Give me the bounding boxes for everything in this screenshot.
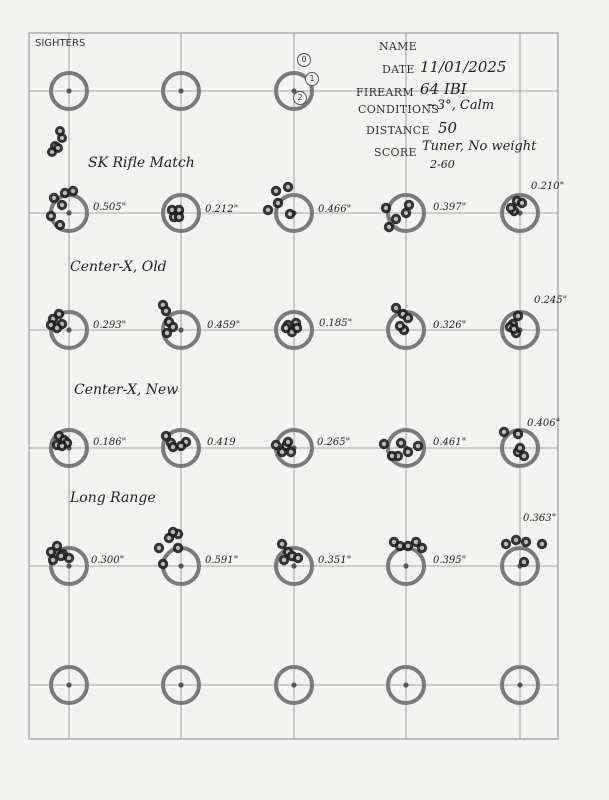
bullet-hole-center [420, 546, 424, 550]
bullseye-center [178, 88, 183, 93]
row-label-3: Center-X, New [74, 382, 179, 398]
bullet-hole-center [524, 540, 528, 544]
bullet-hole-center [282, 558, 286, 562]
sighter-number-0: 0 [297, 53, 311, 67]
group-size: 0.363" [523, 513, 557, 524]
group-size: 0.351" [318, 555, 352, 566]
bullet-hole-center [55, 544, 59, 548]
bullet-hole-center [51, 558, 55, 562]
bullseye-center [403, 563, 408, 568]
score-label: SCORE [374, 146, 417, 159]
bullet-hole-center [406, 316, 410, 320]
bullet-hole-center [274, 443, 278, 447]
bullet-hole-center [406, 450, 410, 454]
group-size: 0.293" [93, 320, 127, 331]
bullet-hole-center [177, 215, 181, 219]
bullet-hole-center [512, 327, 516, 331]
bullet-hole-center [179, 444, 183, 448]
bullet-hole-center [67, 556, 71, 560]
firearm-label: FIREARM [356, 86, 414, 99]
score-value-line1: Tuner, No weight [422, 139, 537, 154]
row-label-2: Center-X, Old [70, 259, 167, 275]
bullet-hole-center [164, 309, 168, 313]
bullseye-center [66, 682, 71, 687]
group-size: 0.406" [527, 418, 561, 429]
bullet-hole-center [289, 450, 293, 454]
bullet-hole-center [274, 189, 278, 193]
bullet-hole-center [59, 554, 63, 558]
bullet-hole-center [509, 206, 513, 210]
bullet-hole-center [57, 312, 61, 316]
bullet-hole-center [157, 546, 161, 550]
bullet-hole-center [280, 450, 284, 454]
row-label-4: Long Range [70, 490, 156, 506]
bullet-hole-center [296, 556, 300, 560]
bullet-hole-center [171, 445, 175, 449]
name-label: NAME [379, 40, 418, 53]
sighter-hole-center [60, 136, 64, 140]
sighter-hole-center [56, 146, 60, 150]
bullet-hole-center [171, 325, 175, 329]
bullet-hole-center [514, 538, 518, 542]
group-size: 0.419 [207, 437, 236, 448]
date-value: 11/01/2025 [420, 58, 507, 76]
score-value-line2: 2-60 [430, 158, 455, 171]
bullet-hole-center [384, 206, 388, 210]
bullet-hole-center [394, 217, 398, 221]
group-size: 0.395" [433, 555, 467, 566]
group-size: 0.186" [93, 437, 127, 448]
conditions-value: ~3°, Calm [426, 98, 495, 113]
bullet-hole-center [406, 544, 410, 548]
group-size: 0.326" [433, 320, 467, 331]
bullseye-center [403, 682, 408, 687]
distance-value: 50 [438, 119, 458, 137]
bullet-hole-center [516, 314, 520, 318]
sighter-number-1: 1 [305, 72, 319, 86]
bullseye-center [66, 88, 71, 93]
group-size: 0.397" [433, 202, 467, 213]
bullet-hole-center [502, 430, 506, 434]
sighter-hole-center [50, 150, 54, 154]
bullet-hole-center [165, 331, 169, 335]
bullseye-center [178, 682, 183, 687]
bullet-hole-center [416, 444, 420, 448]
group-size: 0.591" [205, 555, 239, 566]
bullet-hole-center [522, 454, 526, 458]
bullet-hole-center [407, 203, 411, 207]
bullet-hole-center [52, 196, 56, 200]
bullet-hole-center [394, 306, 398, 310]
bullet-hole-center [414, 540, 418, 544]
firearm-value: 64 IBI [420, 80, 467, 98]
bullet-hole-center [382, 442, 386, 446]
group-size: 0.459" [207, 320, 241, 331]
bullet-hole-center [164, 434, 168, 438]
bullet-hole-center [284, 326, 288, 330]
bullet-hole-center [540, 542, 544, 546]
sighter-hole-center [58, 129, 62, 133]
bullet-hole-center [516, 432, 520, 436]
bullet-hole-center [176, 546, 180, 550]
group-size: 0.212" [205, 204, 239, 215]
row-label-1: SK Rifle Match [88, 155, 195, 171]
group-size: 0.265" [317, 437, 351, 448]
bullseye-center [66, 563, 71, 568]
bullet-hole-center [520, 201, 524, 205]
bullet-hole-center [280, 542, 284, 546]
bullet-hole-center [170, 208, 174, 212]
bullet-hole-center [49, 214, 53, 218]
bullseye-center [291, 682, 296, 687]
distance-label: DISTANCE [366, 124, 430, 137]
bullseye-center [66, 210, 71, 215]
bullet-hole-center [177, 208, 181, 212]
group-size: 0.505" [93, 202, 127, 213]
bullet-hole-center [522, 560, 526, 564]
bullet-hole-center [63, 191, 67, 195]
bullet-hole-center [49, 550, 53, 554]
bullet-hole-center [266, 208, 270, 212]
bullet-hole-center [288, 212, 292, 216]
date-label: DATE [382, 63, 415, 76]
bullet-hole-center [55, 326, 59, 330]
group-size: 0.210" [531, 181, 565, 192]
group-size: 0.300" [91, 555, 125, 566]
bullet-hole-center [398, 544, 402, 548]
bullet-hole-center [60, 444, 64, 448]
bullet-hole-center [276, 201, 280, 205]
bullseye-center [66, 327, 71, 332]
bullseye-center [178, 327, 183, 332]
bullet-hole-center [387, 225, 391, 229]
sighters-label: SIGHTERS [35, 38, 86, 49]
bullet-hole-center [58, 223, 62, 227]
bullseye-center [517, 682, 522, 687]
conditions-label: CONDITIONS [358, 103, 440, 116]
bullet-hole-center [286, 185, 290, 189]
group-size: 0.466" [318, 204, 352, 215]
bullet-hole-center [504, 542, 508, 546]
bullet-hole-center [171, 530, 175, 534]
bullet-hole-center [286, 440, 290, 444]
bullet-hole-center [71, 189, 75, 193]
bullet-hole-center [404, 211, 408, 215]
bullet-hole-center [60, 203, 64, 207]
bullet-hole-center [161, 562, 165, 566]
group-size: 0.245" [534, 295, 568, 306]
bullseye-center [291, 563, 296, 568]
bullet-hole-center [295, 326, 299, 330]
bullet-hole-center [398, 324, 402, 328]
group-size: 0.185" [319, 318, 353, 329]
bullet-hole-center [518, 446, 522, 450]
group-size: 0.461" [433, 437, 467, 448]
bullet-hole-center [399, 441, 403, 445]
bullseye-center [178, 563, 183, 568]
bullet-hole-center [390, 454, 394, 458]
sighter-number-2: 2 [293, 91, 307, 105]
